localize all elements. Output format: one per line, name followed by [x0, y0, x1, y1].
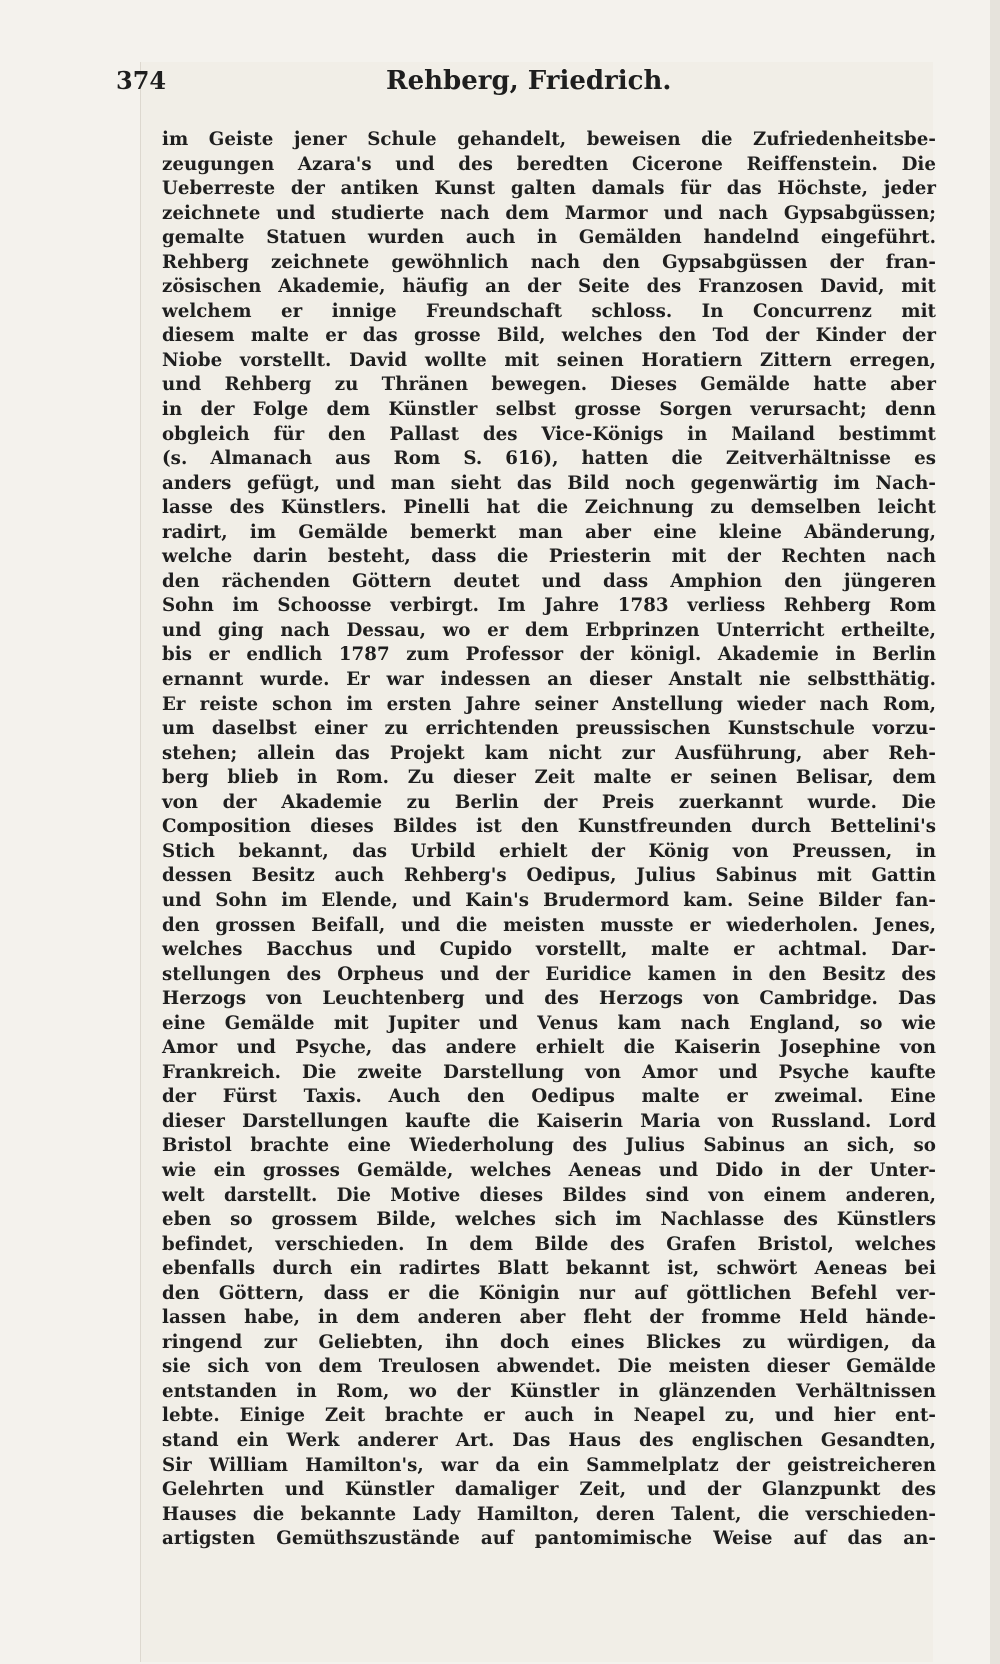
text-line: dieser Darstellungen kaufte die Kaiserin Maria von Russland. Lord: [162, 1110, 936, 1132]
text-line: dessen Besitz auch Rehberg's Oedipus, Julius Sabinus mit Gattin: [162, 865, 936, 887]
text-line: stellungen des Orpheus und der Euridice kamen in den Besitz des: [162, 963, 936, 985]
text-line: bis er endlich 1787 zum Professor der königl. Akademie in Berlin: [162, 644, 936, 666]
text-line: den rächenden Göttern deutet und dass Amphion den jüngeren: [162, 570, 936, 592]
text-line: um daselbst einer zu errichtenden preussischen Kunstschule vorzu-: [162, 718, 936, 740]
text-line: artigsten Gemüthszustände auf pantomimische Weise auf das an-: [162, 1528, 936, 1550]
text-line: eben so grossem Bilde, welches sich im Nachlasse des Künstlers: [162, 1209, 936, 1231]
text-line: Sir William Hamilton's, war da ein Sammelplatz der geistreicheren: [162, 1454, 936, 1476]
text-line: welche darin besteht, dass die Priesterin mit der Rechten nach: [162, 546, 936, 568]
text-line: sie sich von dem Treulosen abwendet. Die meisten dieser Gemälde: [162, 1356, 936, 1378]
text-line: lassen habe, in dem anderen aber fleht der fromme Held hände-: [162, 1307, 936, 1329]
text-line: zösischen Akademie, häufig an der Seite des Franzosen David, mit: [162, 276, 936, 298]
text-line: lebte. Einige Zeit brachte er auch in Neapel zu, und hier ent-: [162, 1405, 936, 1427]
text-line: welches Bacchus und Cupido vorstellt, malte er achtmal. Dar-: [162, 939, 936, 961]
text-line: Frankreich. Die zweite Darstellung von Amor und Psyche kaufte: [162, 1061, 936, 1083]
page-header: [116, 66, 776, 106]
text-line: Amor und Psyche, das andere erhielt die Kaiserin Josephine von: [162, 1037, 936, 1059]
text-line: zeugungen Azara's und des beredten Cicerone Reiffenstein. Die: [162, 153, 936, 175]
page-edge: [990, 0, 1000, 1664]
text-line: eine Gemälde mit Jupiter und Venus kam nach England, so wie: [162, 1012, 936, 1034]
text-line: Hauses die bekannte Lady Hamilton, deren Talent, die verschieden-: [162, 1503, 936, 1525]
text-line: in der Folge dem Künstler selbst grosse Sorgen verursacht; denn: [162, 399, 936, 421]
text-line: Gelehrten und Künstler damaliger Zeit, und der Glanzpunkt des: [162, 1479, 936, 1501]
text-line: und Rehberg zu Thränen bewegen. Dieses Gemälde hatte aber: [162, 374, 936, 396]
text-line: Composition dieses Bildes ist den Kunstfreunden durch Bettelini's: [162, 816, 936, 838]
text-line: ebenfalls durch ein radirtes Blatt bekannt ist, schwört Aeneas bei: [162, 1258, 936, 1280]
text-line: stehen; allein das Projekt kam nicht zur Ausführung, aber Reh-: [162, 742, 936, 764]
text-line: Sohn im Schoosse verbirgt. Im Jahre 1783 verliess Rehberg Rom: [162, 595, 936, 617]
text-line: und ging nach Dessau, wo er dem Erbprinzen Unterricht ertheilte,: [162, 619, 936, 641]
text-line: der Fürst Taxis. Auch den Oedipus malte er zweimal. Eine: [162, 1086, 936, 1108]
text-line: welt darstellt. Die Motive dieses Bildes sind von einem anderen,: [162, 1184, 936, 1206]
text-line: ringend zur Geliebten, ihn doch eines Blickes zu würdigen, da: [162, 1331, 936, 1353]
text-line: Rehberg zeichnete gewöhnlich nach den Gypsabgüssen der fran-: [162, 251, 936, 273]
text-line: obgleich für den Pallast des Vice-Königs in Mailand bestimmt: [162, 423, 936, 445]
text-line: entstanden in Rom, wo der Künstler in glänzenden Verhältnissen: [162, 1380, 936, 1402]
text-line: Niobe vorstellt. David wollte mit seinen Horatiern Zittern erregen,: [162, 349, 936, 371]
text-line: (s. Almanach aus Rom S. 616), hatten die Zeitverhältnisse es: [162, 448, 936, 470]
running-head: Rehberg, Friedrich.: [386, 66, 672, 96]
body-text: [162, 128, 936, 1552]
text-line: Herzogs von Leuchtenberg und des Herzogs von Cambridge. Das: [162, 988, 936, 1010]
text-line: welchem er innige Freundschaft schloss. In Concurrenz mit: [162, 300, 936, 322]
text-line: berg blieb in Rom. Zu dieser Zeit malte er seinen Belisar, dem: [162, 767, 936, 789]
text-line: stand ein Werk anderer Art. Das Haus des englischen Gesandten,: [162, 1429, 936, 1451]
text-line: gemalte Statuen wurden auch in Gemälden handelnd eingeführt.: [162, 227, 936, 249]
text-line: Er reiste schon im ersten Jahre seiner Anstellung wieder nach Rom,: [162, 693, 936, 715]
text-line: diesem malte er das grosse Bild, welches den Tod der Kinder der: [162, 325, 936, 347]
text-line: wie ein grosses Gemälde, welches Aeneas und Dido in der Unter-: [162, 1159, 936, 1181]
text-line: anders gefügt, und man sieht das Bild noch gegenwärtig im Nach-: [162, 472, 936, 494]
text-line: und Sohn im Elende, und Kain's Brudermord kam. Seine Bilder fan-: [162, 889, 936, 911]
text-line: ernannt wurde. Er war indessen an dieser Anstalt nie selbstthätig.: [162, 669, 936, 691]
text-line: zeichnete und studierte nach dem Marmor und nach Gypsabgüssen;: [162, 202, 936, 224]
text-line: befindet, verschieden. In dem Bilde des Grafen Bristol, welches: [162, 1233, 936, 1255]
text-line: Stich bekannt, das Urbild erhielt der König von Preussen, in: [162, 840, 936, 862]
text-line: radirt, im Gemälde bemerkt man aber eine kleine Abänderung,: [162, 521, 936, 543]
text-line: Ueberreste der antiken Kunst galten damals für das Höchste, jeder: [162, 178, 936, 200]
text-line: den Göttern, dass er die Königin nur auf göttlichen Befehl ver-: [162, 1282, 936, 1304]
text-line: von der Akademie zu Berlin der Preis zuerkannt wurde. Die: [162, 791, 936, 813]
page-number: 374: [116, 66, 167, 95]
text-line: lasse des Künstlers. Pinelli hat die Zeichnung zu demselben leicht: [162, 497, 936, 519]
text-line: Bristol brachte eine Wiederholung des Julius Sabinus an sich, so: [162, 1135, 936, 1157]
text-line: den grossen Beifall, und die meisten musste er wiederholen. Jenes,: [162, 914, 936, 936]
text-line: im Geiste jener Schule gehandelt, beweisen die Zufriedenheitsbe-: [162, 129, 936, 150]
